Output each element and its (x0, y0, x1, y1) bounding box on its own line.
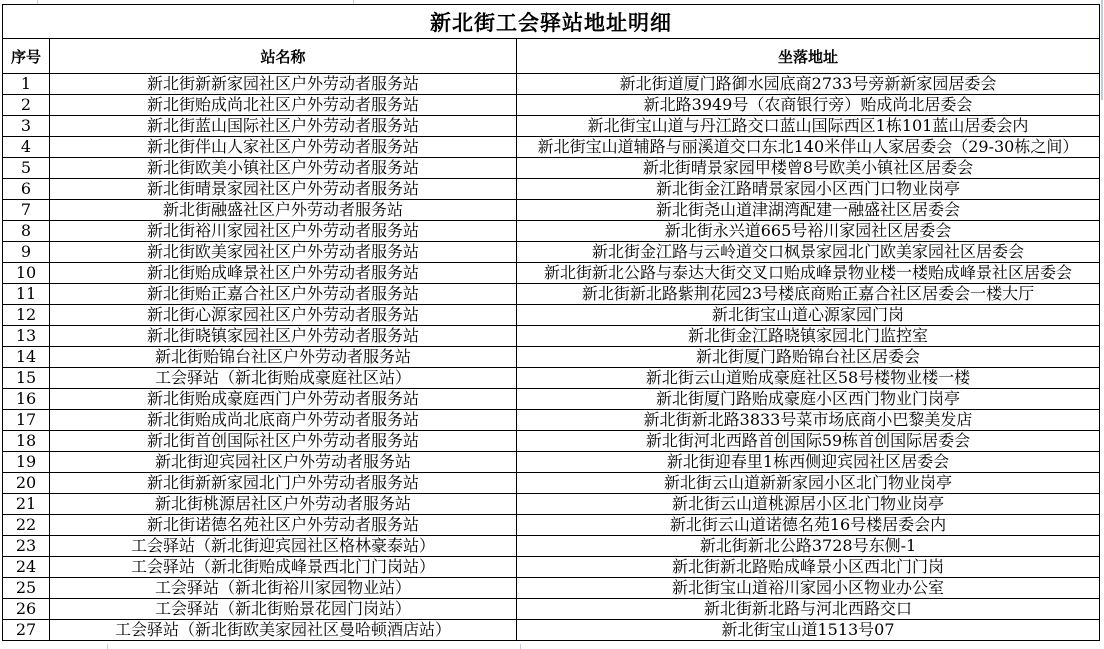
address-cell[interactable]: 新北街宝山道辅路与丽溪道交口东北140米伴山人家居委会（29-30栋之间） (517, 137, 1100, 158)
address-cell[interactable]: 新北街新北公路与泰达大街交叉口贻成峰景物业楼一楼贻成峰景社区居委会 (517, 263, 1100, 284)
station-name-cell[interactable]: 新北街贻锦台社区户外劳动者服务站 (50, 347, 517, 368)
row-number-cell[interactable]: 3 (3, 116, 50, 137)
row-number-cell[interactable]: 27 (3, 620, 50, 641)
table-row (3, 179, 1100, 200)
header-address[interactable]: 坐落地址 (517, 39, 1100, 74)
address-cell[interactable]: 新北街永兴道665号裕川家园社区居委会 (517, 221, 1100, 242)
address-cell[interactable]: 新北街道厦门路御水园底商2733号旁新新家园居委会 (517, 74, 1100, 95)
row-number-cell[interactable]: 15 (3, 368, 50, 389)
address-cell[interactable]: 新北街新北路紫荆花园23号楼底商贻正嘉合社区居委会一楼大厅 (517, 284, 1100, 305)
address-cell[interactable]: 新北街尧山道津湖湾配建一融盛社区居委会 (517, 200, 1100, 221)
station-name-cell[interactable]: 工会驿站（新北街贻成豪庭社区站） (50, 368, 517, 389)
header-no[interactable]: 序号 (3, 39, 50, 74)
station-name-cell[interactable]: 工会驿站（新北街裕川家园物业站） (50, 578, 517, 599)
row-number-cell[interactable]: 21 (3, 494, 50, 515)
sheet-pane-edge-line (1101, 0, 1103, 100)
address-cell[interactable]: 新北街宝山道1513号07 (517, 620, 1100, 641)
row-number-cell[interactable]: 1 (3, 74, 50, 95)
station-name-cell[interactable]: 新北街欧美小镇社区户外劳动者服务站 (50, 158, 517, 179)
sheet-gridline (107, 644, 108, 649)
table-row (3, 137, 1100, 158)
station-name-cell[interactable]: 新北街迎宾园社区户外劳动者服务站 (50, 452, 517, 473)
station-name-cell[interactable]: 新北街贻成豪庭西门户外劳动者服务站 (50, 389, 517, 410)
row-number-cell[interactable]: 14 (3, 347, 50, 368)
table-row (3, 452, 1100, 473)
table-row (3, 431, 1100, 452)
station-name-cell[interactable]: 新北街伴山人家社区户外劳动者服务站 (50, 137, 517, 158)
table-row (3, 95, 1100, 116)
row-number-cell[interactable]: 19 (3, 452, 50, 473)
row-number-cell[interactable]: 13 (3, 326, 50, 347)
station-name-cell[interactable]: 工会驿站（新北街迎宾园社区格林豪泰站） (50, 536, 517, 557)
table-title[interactable]: 新北街工会驿站地址明细 (3, 5, 1100, 39)
row-number-cell[interactable]: 24 (3, 557, 50, 578)
sheet-gridline (520, 644, 521, 649)
station-name-cell[interactable]: 新北街新新家园北门户外劳动者服务站 (50, 473, 517, 494)
address-cell[interactable]: 新北街金江路晓镇家园北门监控室 (517, 326, 1100, 347)
address-cell[interactable]: 新北街新北公路3728号东侧-1 (517, 536, 1100, 557)
address-cell[interactable]: 新北街厦门路贻锦台社区居委会 (517, 347, 1100, 368)
header-station-name[interactable]: 站名称 (50, 39, 517, 74)
row-number-cell[interactable]: 26 (3, 599, 50, 620)
address-cell[interactable]: 新北街云山道贻成豪庭社区58号楼物业楼一楼 (517, 368, 1100, 389)
station-name-cell[interactable]: 新北街贻成尚北社区户外劳动者服务站 (50, 95, 517, 116)
table-row (3, 263, 1100, 284)
table-row (3, 473, 1100, 494)
row-number-cell[interactable]: 23 (3, 536, 50, 557)
row-number-cell[interactable]: 17 (3, 410, 50, 431)
station-name-cell[interactable]: 新北街晓镇家园社区户外劳动者服务站 (50, 326, 517, 347)
address-cell[interactable]: 新北街新北路3833号菜市场底商小巴黎美发店 (517, 410, 1100, 431)
table-row (3, 242, 1100, 263)
table-row (3, 347, 1100, 368)
station-name-cell[interactable]: 工会驿站（新北街贻景花园门岗站） (50, 599, 517, 620)
station-name-cell[interactable]: 新北街贻成峰景社区户外劳动者服务站 (50, 263, 517, 284)
table-row (3, 599, 1100, 620)
station-name-cell[interactable]: 新北街蓝山国际社区户外劳动者服务站 (50, 116, 517, 137)
row-number-cell[interactable]: 2 (3, 95, 50, 116)
table-row (3, 578, 1100, 599)
table-title-row (3, 5, 1100, 39)
row-number-cell[interactable]: 6 (3, 179, 50, 200)
row-number-cell[interactable]: 20 (3, 473, 50, 494)
table-row (3, 74, 1100, 95)
station-name-cell[interactable]: 工会驿站（新北街欧美家园社区曼哈顿酒店站） (50, 620, 517, 641)
station-name-cell[interactable]: 新北街新新家园社区户外劳动者服务站 (50, 74, 517, 95)
row-number-cell[interactable]: 18 (3, 431, 50, 452)
address-cell[interactable]: 新北街金江路与云岭道交口枫景家园北门欧美家园社区居委会 (517, 242, 1100, 263)
address-cell[interactable]: 新北街宝山道与丹江路交口蓝山国际西区1栋101蓝山居委会内 (517, 116, 1100, 137)
address-cell[interactable]: 新北街新北路贻成峰景小区西北门门岗 (517, 557, 1100, 578)
table-row (3, 515, 1100, 536)
table-row (3, 410, 1100, 431)
station-name-cell[interactable]: 新北街贻成尚北底商户外劳动者服务站 (50, 410, 517, 431)
address-cell[interactable]: 新北街云山道诺德名苑16号楼居委会内 (517, 515, 1100, 536)
row-number-cell[interactable]: 9 (3, 242, 50, 263)
row-number-cell[interactable]: 12 (3, 305, 50, 326)
row-number-cell[interactable]: 5 (3, 158, 50, 179)
table-row (3, 116, 1100, 137)
table-row (3, 494, 1100, 515)
table-row (3, 620, 1100, 641)
address-cell[interactable]: 新北街河北西路首创国际59栋首创国际居委会 (517, 431, 1100, 452)
address-cell[interactable]: 新北街厦门路贻成豪庭小区西门物业门岗亭 (517, 389, 1100, 410)
station-name-cell[interactable]: 新北街裕川家园社区户外劳动者服务站 (50, 221, 517, 242)
station-name-cell[interactable]: 新北街欧美家园社区户外劳动者服务站 (50, 242, 517, 263)
station-name-cell[interactable]: 新北街首创国际社区户外劳动者服务站 (50, 431, 517, 452)
row-number-cell[interactable]: 8 (3, 221, 50, 242)
address-cell[interactable]: 新北街迎春里1栋西侧迎宾园社区居委会 (517, 452, 1100, 473)
row-number-cell[interactable]: 22 (3, 515, 50, 536)
station-name-cell[interactable]: 新北街桃源居社区户外劳动者服务站 (50, 494, 517, 515)
table-row (3, 536, 1100, 557)
table-row (3, 305, 1100, 326)
station-address-table (2, 4, 1100, 641)
table-row (3, 557, 1100, 578)
station-name-cell[interactable]: 新北街心源家园社区户外劳动者服务站 (50, 305, 517, 326)
address-cell[interactable]: 新北街云山道桃源居小区北门物业岗亭 (517, 494, 1100, 515)
address-cell[interactable]: 新北街宝山道心源家园门岗 (517, 305, 1100, 326)
row-number-cell[interactable]: 4 (3, 137, 50, 158)
table-header-row (3, 39, 1100, 74)
address-cell[interactable]: 新北街晴景家园甲楼曾8号欧美小镇社区居委会 (517, 158, 1100, 179)
row-number-cell[interactable]: 7 (3, 200, 50, 221)
table-row (3, 200, 1100, 221)
row-number-cell[interactable]: 10 (3, 263, 50, 284)
table-row (3, 368, 1100, 389)
station-name-cell[interactable]: 新北街贻正嘉合社区户外劳动者服务站 (50, 284, 517, 305)
row-number-cell[interactable]: 25 (3, 578, 50, 599)
table-row (3, 158, 1100, 179)
table-row (3, 221, 1100, 242)
table-row (3, 326, 1100, 347)
address-cell[interactable]: 新北街宝山道裕川家园小区物业办公室 (517, 578, 1100, 599)
table-row (3, 284, 1100, 305)
address-cell[interactable]: 新北街金江路晴景家园小区西门口物业岗亭 (517, 179, 1100, 200)
address-cell[interactable]: 新北街新北路与河北西路交口 (517, 599, 1100, 620)
table-row (3, 389, 1100, 410)
station-name-cell[interactable]: 新北街诺德名苑社区户外劳动者服务站 (50, 515, 517, 536)
address-cell[interactable]: 新北街云山道新新家园小区北门物业岗亭 (517, 473, 1100, 494)
station-name-cell[interactable]: 新北街晴景家园社区户外劳动者服务站 (50, 179, 517, 200)
station-name-cell[interactable]: 工会驿站（新北街贻成峰景西北门门岗站） (50, 557, 517, 578)
address-cell[interactable]: 新北路3949号（农商银行旁）贻成尚北居委会 (517, 95, 1100, 116)
row-number-cell[interactable]: 16 (3, 389, 50, 410)
row-number-cell[interactable]: 11 (3, 284, 50, 305)
station-name-cell[interactable]: 新北街融盛社区户外劳动者服务站 (50, 200, 517, 221)
